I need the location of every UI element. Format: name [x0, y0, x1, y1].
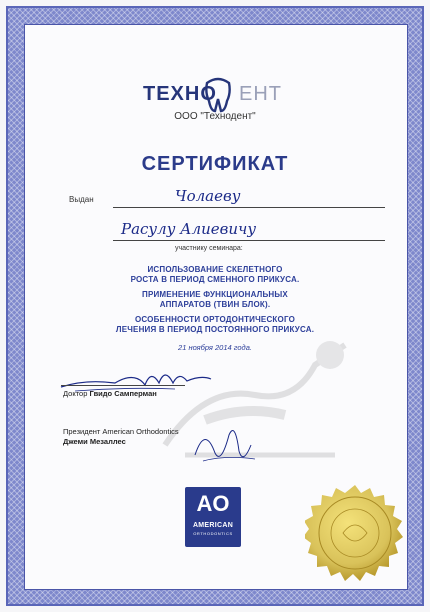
recipient-given-name: Расулу Алиевичу	[121, 220, 257, 238]
certificate-content	[25, 25, 405, 587]
topic-3-line-2: ЛЕЧЕНИЯ В ПЕРИОД ПОСТОЯННОГО ПРИКУСА.	[115, 325, 315, 334]
ao-logo-american: AMERICAN	[192, 522, 234, 529]
issued-label: Выдан	[69, 195, 94, 204]
seminar-topic-1	[25, 265, 405, 285]
doctor-prefix: Доктор	[63, 389, 88, 398]
given-name-underline	[113, 240, 385, 241]
doctor-signature-line	[61, 385, 185, 386]
doctor-name: Гвидо Самперман	[89, 389, 157, 398]
gold-seal-icon	[305, 483, 405, 583]
logo-text-right: ЕНТ	[239, 83, 282, 105]
certificate-title: СЕРТИФИКАТ	[141, 153, 289, 175]
tooth-logo-icon	[203, 77, 233, 115]
company-name: ООО "Технодент"	[174, 111, 256, 122]
doctor-caption	[63, 389, 157, 398]
participant-label: участнику семинара:	[175, 245, 243, 252]
president-role: Президент American Orthodontics	[63, 427, 179, 436]
topic-1-line-1: ИСПОЛЬЗОВАНИЕ СКЕЛЕТНОГО	[147, 265, 283, 274]
seminar-topic-2	[25, 290, 405, 310]
seminar-topic-3	[25, 315, 405, 335]
logo-text-left: ТЕХНО	[143, 83, 217, 105]
ao-logo-orthodontics: ORTHODONTICS	[193, 531, 233, 536]
president-signature	[185, 415, 265, 475]
topic-2-line-2: АППАРАТОВ (ТВИН БЛОК).	[159, 300, 271, 309]
recipient-surname: Чолаеву	[175, 187, 241, 205]
american-orthodontics-logo	[185, 487, 241, 547]
topic-1-line-2: РОСТА В ПЕРИОД СМЕННОГО ПРИКУСА.	[130, 275, 300, 284]
topic-2-line-1: ПРИМЕНЕНИЕ ФУНКЦИОНАЛЬНЫХ	[142, 290, 288, 299]
topic-3-line-1: ОСОБЕННОСТИ ОРТОДОНТИЧЕСКОГО	[134, 315, 295, 324]
president-name: Джеми Мезаллес	[63, 437, 126, 446]
surname-underline	[113, 207, 385, 208]
seminar-date: 21 ноября 2014 года.	[178, 343, 252, 352]
ao-logo-letters: AO	[196, 491, 230, 516]
